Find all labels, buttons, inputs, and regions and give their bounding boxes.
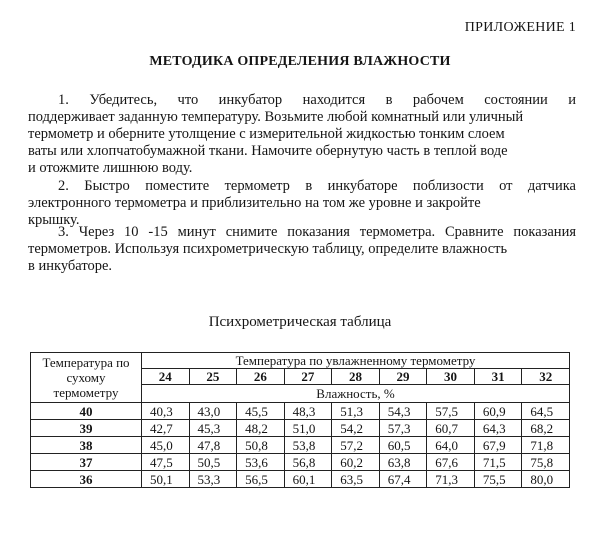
humidity-cell: 64,5 [522, 403, 570, 420]
humidity-cell: 60,9 [474, 403, 522, 420]
wet-temp-cell: 25 [189, 369, 237, 385]
humidity-cell: 42,7 [142, 420, 190, 437]
table-row [31, 420, 570, 437]
wet-temp-cell: 29 [379, 369, 427, 385]
humidity-cell: 60,5 [379, 437, 427, 454]
dry-temp-cell: 40 [31, 403, 142, 420]
humidity-cell: 57,2 [332, 437, 380, 454]
table-body [31, 403, 570, 488]
humidity-cell: 67,4 [379, 471, 427, 488]
humidity-cell: 56,5 [237, 471, 285, 488]
humidity-cell: 75,8 [522, 454, 570, 471]
wet-temp-cell: 30 [427, 369, 475, 385]
humidity-cell: 48,2 [237, 420, 285, 437]
wet-temp-cell: 27 [284, 369, 332, 385]
humidity-cell: 50,1 [142, 471, 190, 488]
paragraph-line: 3. Через 10 -15 минут снимите показания термометра. Сравните показания [58, 224, 576, 240]
humidity-cell: 71,8 [522, 437, 570, 454]
instruction-paragraph-3 [28, 224, 576, 275]
appendix-label: ПРИЛОЖЕНИЕ 1 [464, 20, 576, 35]
humidity-cell: 64,3 [474, 420, 522, 437]
humidity-cell: 50,8 [237, 437, 285, 454]
paragraph-line: крышку. [28, 212, 80, 228]
humidity-cell: 57,5 [427, 403, 475, 420]
dry-thermometer-header: Температура по сухому термометру [31, 353, 142, 403]
humidity-cell: 75,5 [474, 471, 522, 488]
humidity-cell: 60,1 [284, 471, 332, 488]
humidity-header: Влажность, % [142, 385, 570, 403]
psychrometric-table [30, 352, 570, 488]
humidity-cell: 63,8 [379, 454, 427, 471]
paragraph-line: 1. Убедитесь, что инкубатор находится в рабочем состоянии и [58, 92, 576, 108]
humidity-cell: 47,5 [142, 454, 190, 471]
humidity-cell: 45,0 [142, 437, 190, 454]
humidity-cell: 50,5 [189, 454, 237, 471]
wet-thermometer-header: Температура по увлажненному термометру [142, 353, 570, 369]
table-caption: Психрометрическая таблица [208, 314, 392, 330]
humidity-cell: 67,9 [474, 437, 522, 454]
humidity-cell: 64,0 [427, 437, 475, 454]
dry-temp-cell: 37 [31, 454, 142, 471]
humidity-cell: 71,5 [474, 454, 522, 471]
humidity-cell: 53,3 [189, 471, 237, 488]
humidity-cell: 68,2 [522, 420, 570, 437]
humidity-cell: 53,6 [237, 454, 285, 471]
paragraph-line: и отожмите лишнюю воду. [28, 160, 193, 176]
instruction-paragraph-1 [28, 92, 576, 177]
dry-temp-cell: 39 [31, 420, 142, 437]
humidity-cell: 60,2 [332, 454, 380, 471]
humidity-cell: 43,0 [189, 403, 237, 420]
table-header-row [31, 353, 570, 369]
humidity-cell: 54,2 [332, 420, 380, 437]
humidity-cell: 80,0 [522, 471, 570, 488]
paragraph-line: ваты или хлопчатобумажной ткани. Намочите обернутую часть в теплой воде [28, 143, 508, 159]
wet-temp-cell: 26 [237, 369, 285, 385]
humidity-cell: 51,0 [284, 420, 332, 437]
humidity-cell: 57,3 [379, 420, 427, 437]
paragraph-line: поддерживает заданную температуру. Возьмите любой комнатный или уличный [28, 109, 524, 125]
wet-temp-cell: 24 [142, 369, 190, 385]
humidity-cell: 56,8 [284, 454, 332, 471]
table-row [31, 437, 570, 454]
wet-temp-cell: 31 [474, 369, 522, 385]
table-row [31, 471, 570, 488]
paragraph-line: электронного термометра и приблизительно на том же уровне и закройте [28, 195, 481, 211]
humidity-cell: 71,3 [427, 471, 475, 488]
table-row [31, 454, 570, 471]
humidity-cell: 45,5 [237, 403, 285, 420]
wet-temp-cell: 28 [332, 369, 380, 385]
instruction-paragraph-2 [28, 178, 576, 229]
humidity-cell: 48,3 [284, 403, 332, 420]
humidity-cell: 63,5 [332, 471, 380, 488]
document-title: МЕТОДИКА ОПРЕДЕЛЕНИЯ ВЛАЖНОСТИ [149, 54, 451, 69]
paragraph-line: 2. Быстро поместите термометр в инкубаторе поблизости от датчика [58, 178, 576, 194]
paragraph-line: термометр и оберните утолщение с измерительной жидкостью тонким слоем [28, 126, 505, 142]
humidity-cell: 54,3 [379, 403, 427, 420]
dry-temp-cell: 38 [31, 437, 142, 454]
dry-temp-cell: 36 [31, 471, 142, 488]
humidity-cell: 45,3 [189, 420, 237, 437]
humidity-cell: 47,8 [189, 437, 237, 454]
table-row [31, 403, 570, 420]
humidity-cell: 51,3 [332, 403, 380, 420]
humidity-cell: 53,8 [284, 437, 332, 454]
paragraph-line: термометров. Используя психрометрическую таблицу, определите влажность [28, 241, 508, 257]
humidity-cell: 67,6 [427, 454, 475, 471]
wet-temp-cell: 32 [522, 369, 570, 385]
humidity-cell: 40,3 [142, 403, 190, 420]
paragraph-line: в инкубаторе. [28, 258, 113, 274]
humidity-cell: 60,7 [427, 420, 475, 437]
